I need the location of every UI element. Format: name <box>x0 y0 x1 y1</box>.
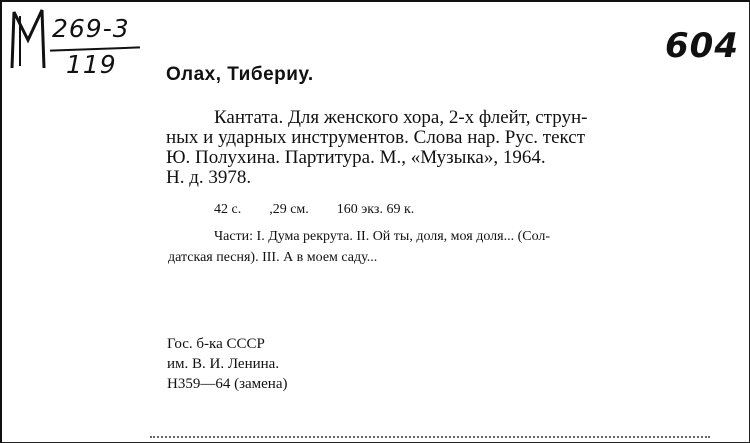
title-description <box>166 107 714 188</box>
holding-line: Гос. б-ка СССР <box>167 336 265 352</box>
contents-line: Части: I. Дума рекрута. II. Ой ты, доля, моя доля... (Сол- <box>214 229 551 244</box>
shelfmark-bottom: 119 <box>66 50 117 79</box>
shelfmark-top: 269-3 <box>52 14 130 43</box>
description-line: Н. д. 3978. <box>166 167 252 188</box>
holding-line: Н359—64 (замена) <box>167 376 288 392</box>
description-line: Ю. Полухина. Партитура. М., «Музыка», 1964. <box>166 147 546 168</box>
contents-note <box>168 226 714 268</box>
card-left-edge <box>0 0 2 443</box>
description-line: ных и ударных инструментов. Слова нар. Рус. текст <box>166 127 586 148</box>
library-holding <box>167 334 288 394</box>
contents-line: датская песня). III. А в моем саду... <box>168 250 378 265</box>
physical-description: 42 с. ,29 см. 160 экз. 69 к. <box>214 202 415 217</box>
description-line: Кантата. Для женского хора, 2-х флейт, струн- <box>214 107 588 128</box>
card-top-edge <box>0 0 750 2</box>
shelfmark-letter <box>6 6 50 76</box>
author-heading: Олах, Тибериу. <box>166 64 314 85</box>
holding-line: им. В. И. Ленина. <box>167 356 280 372</box>
card-bottom-marks <box>150 436 710 442</box>
corner-number: 604 <box>665 26 739 66</box>
